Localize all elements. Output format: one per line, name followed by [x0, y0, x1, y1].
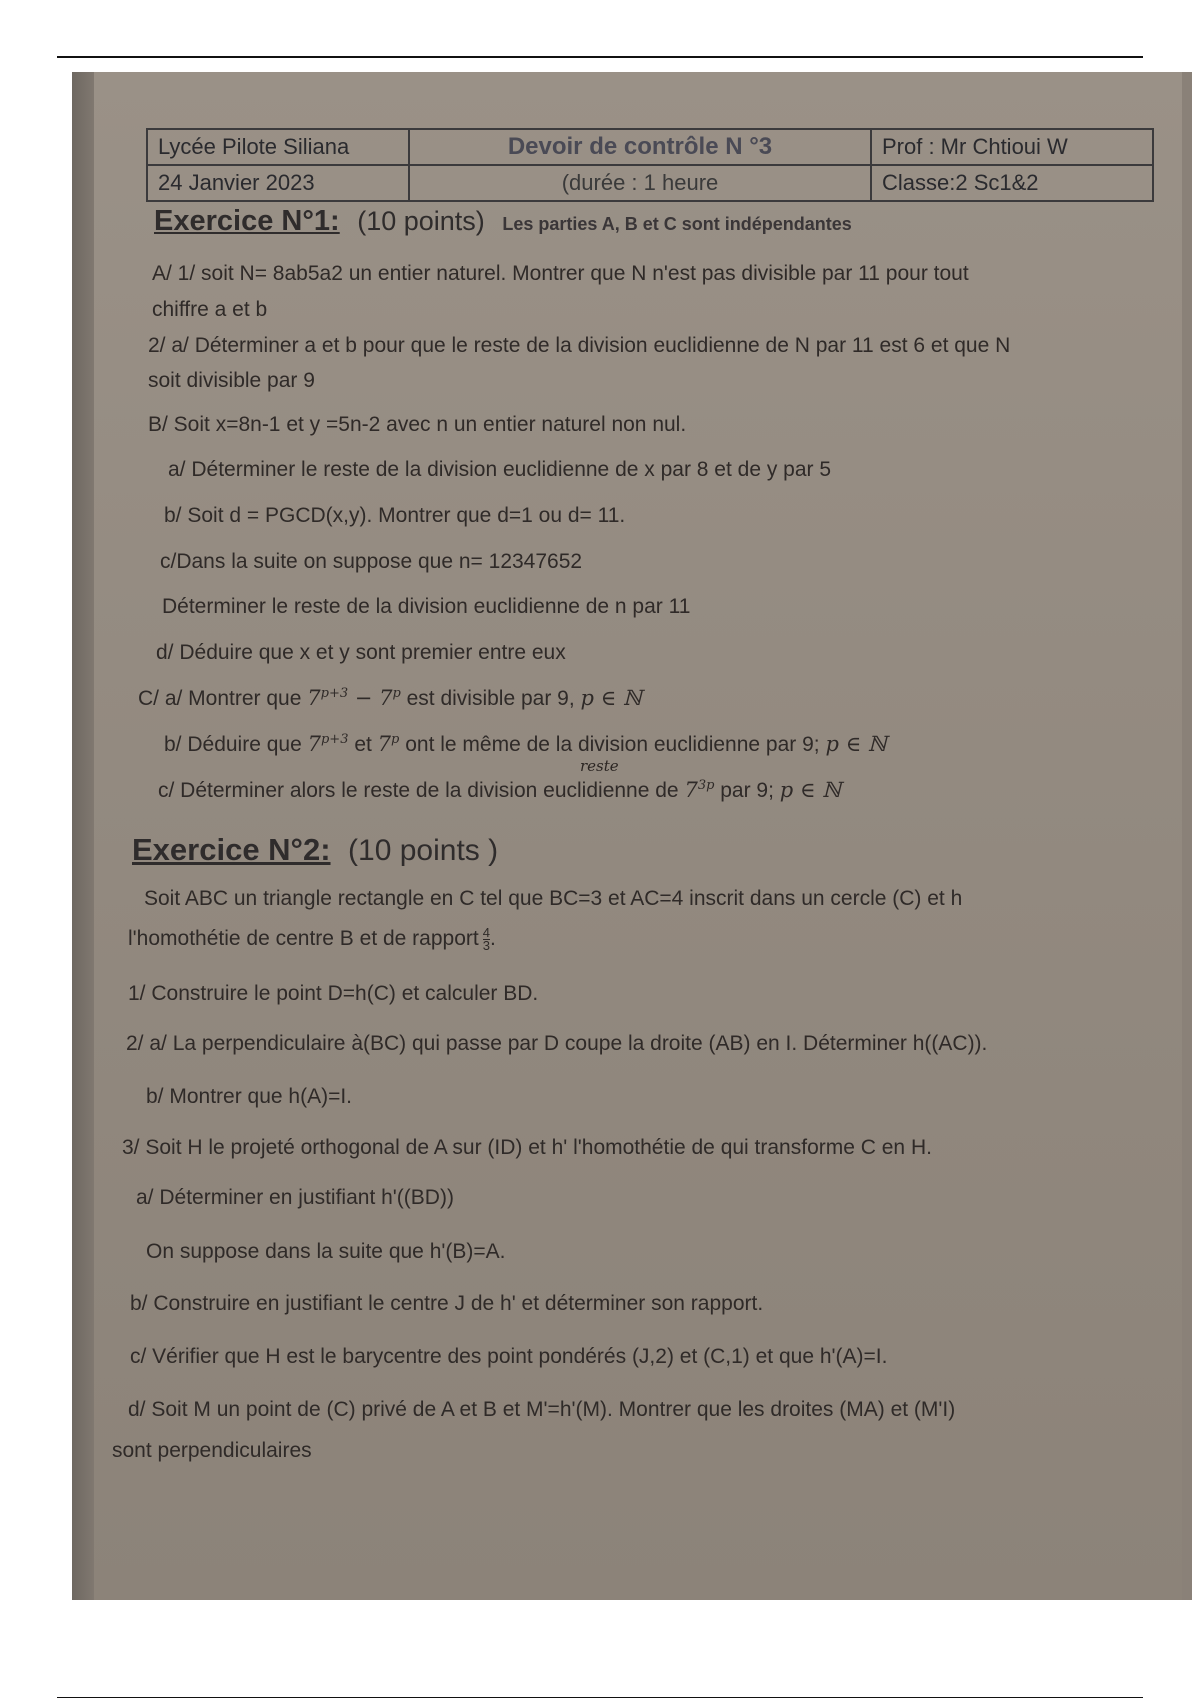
ex2-line: On suppose dans la suite que h'(B)=A. [146, 1240, 506, 1263]
ex1-c-a-expr: $7^{p+3} - 7^p$ [307, 686, 401, 710]
ex1-line: d/ Déduire que x et y sont premier entre eux [156, 641, 566, 664]
exercise-1-note: Les parties A, B et C sont indépendantes [502, 214, 852, 234]
exponent: 3p [697, 778, 715, 793]
ex2-intro-ratio: l'homothétie de centre B et de rapport $\frac{4}{3}$ . [128, 925, 496, 953]
ex1-c-c-cond: p ∈ ℕ [779, 778, 842, 802]
exam-duration: (durée : 1 heure [409, 165, 871, 201]
ex1-c-b-cond: p ∈ ℕ [825, 732, 888, 756]
exercise-2-heading [132, 832, 498, 868]
ex1-c-b-tail: ont le même de la division euclidienne par 9; [399, 733, 826, 756]
ex2-intro-text: l'homothétie de centre B et de rapport [128, 927, 479, 951]
ex1-c-c-line [158, 778, 841, 803]
ex1-c-b-text: b/ Déduire que [164, 733, 308, 756]
exercise-2-points: (10 points ) [348, 834, 499, 867]
ex1-line: c/Dans la suite on suppose que n= 12347652 [160, 550, 583, 573]
ex2-line: 2/ a/ La perpendiculaire à(BC) qui passe par D coupe la droite (AB) en I. Déterminer h((AC)). [126, 1032, 988, 1055]
exercise-1-title: Exercice N°1: [154, 205, 340, 237]
ex1-c-b-line [164, 732, 887, 757]
ex2-line: 1/ Construire le point D=h(C) et calculer BD. [128, 982, 539, 1005]
ex2-line: b/ Montrer que h(A)=I. [146, 1085, 353, 1108]
ex1-c-c-text: c/ Déterminer alors le reste de la division euclidienne de [158, 779, 685, 802]
ex1-c-a-tail: est divisible par 9, [400, 687, 581, 710]
ex1-c-a-text: C/ a/ Montrer que [138, 687, 308, 710]
fraction-denominator: 3 [482, 938, 490, 953]
ex1-c-b-mid: et [348, 733, 378, 756]
page-top-rule [57, 56, 1143, 58]
ex2-line: a/ Déterminer en justifiant h'((BD)) [136, 1186, 454, 1209]
ex1-c-a-line [138, 686, 642, 711]
exercise-1-heading [154, 205, 852, 238]
exponent: p+3 [320, 732, 349, 747]
page-bottom-rule [57, 1697, 1143, 1698]
ex1-line: A/ 1/ soit N= 8ab5a2 un entier naturel. Montrer que N n'est pas divisible par 11 pour tout [152, 262, 969, 285]
exam-header-table [146, 128, 1154, 202]
ex2-line: b/ Construire en justifiant le centre J de h' et déterminer son rapport. [130, 1292, 764, 1315]
ex1-c-c-expr: $7^{3p}$ [684, 778, 715, 802]
ex2-line: sont perpendiculaires [112, 1439, 312, 1462]
class-name: Classe:2 Sc1&2 [871, 165, 1153, 201]
teacher-name: Prof : Mr Chtioui W [871, 129, 1153, 165]
ex2-line: c/ Vérifier que H est le barycentre des point pondérés (J,2) et (C,1) et que h'(A)=I. [130, 1345, 888, 1368]
ratio-fraction [483, 927, 490, 952]
exam-photo [72, 72, 1192, 1600]
ex1-c-b-expr: $7^{p+3}$ [307, 732, 349, 756]
ex1-line: soit divisible par 9 [148, 369, 315, 392]
ex1-line: chiffre a et b [152, 298, 268, 321]
ex1-line: 2/ a/ Déterminer a et b pour que le reste de la division euclidienne de N par 11 est 6 et que N [148, 334, 1011, 357]
ex2-line: d/ Soit M un point de (C) privé de A et B et M'=h'(M). Montrer que les droites (MA) et (M'I) [128, 1398, 956, 1421]
ex1-line: Déterminer le reste de la division euclidienne de n par 11 [162, 595, 691, 618]
exercise-2-title: Exercice N°2: [132, 832, 331, 867]
photo-shadow-edge [72, 72, 94, 1600]
exam-title: Devoir de contrôle N °3 [409, 129, 871, 165]
ex2-intro: Soit ABC un triangle rectangle en C tel que BC=3 et AC=4 inscrit dans un cercle (C) et h [144, 887, 963, 910]
exponent: p [391, 732, 400, 747]
exam-date: 24 Janvier 2023 [147, 165, 409, 201]
ex1-line: b/ Soit d = PGCD(x,y). Montrer que d=1 ou d= 11. [164, 504, 626, 527]
ex1-c-b-expr2: 7$^p$ [377, 732, 400, 756]
ex1-line: B/ Soit x=8n-1 et y =5n-2 avec n un entier naturel non nul. [148, 413, 687, 436]
photo-right-edge [1182, 72, 1192, 1600]
ex1-c-c-tail: par 9; [714, 779, 780, 802]
exercise-1-points: (10 points) [357, 206, 485, 236]
handwritten-correction: reste [580, 757, 619, 775]
ex2-line: 3/ Soit H le projeté orthogonal de A sur (ID) et h' l'homothétie de qui transforme C en H. [122, 1136, 932, 1159]
fraction-numerator: 4 [482, 925, 490, 940]
ex1-c-a-cond: p ∈ ℕ [580, 686, 643, 710]
ex1-line: a/ Déterminer le reste de la division euclidienne de x par 8 et de y par 5 [168, 458, 832, 481]
exponent: p+3 [320, 686, 349, 701]
school-name: Lycée Pilote Siliana [147, 129, 409, 165]
exponent: p [392, 686, 401, 701]
